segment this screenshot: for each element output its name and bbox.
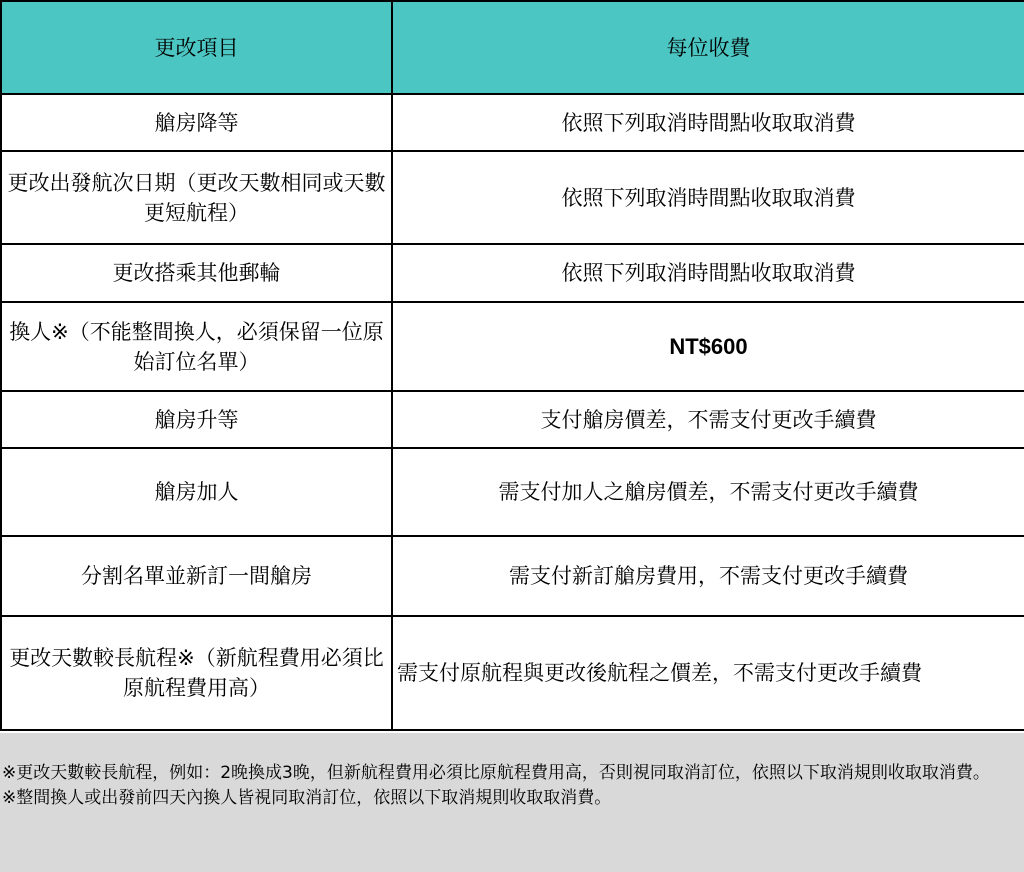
fee-cell: 依照下列取消時間點收取取消費 [392,151,1024,244]
table-header-row [1,1,1024,94]
change-item-cell: 更改天數較長航程※（新航程費用必須比原航程費用高） [1,616,392,730]
header-change-item: 更改項目 [1,1,392,94]
table-row [1,616,1024,730]
notes-box [0,733,1024,872]
note-change-person: ※整間換人或出發前四天內換人皆視同取消訂位，依照以下取消規則收取取消費。 [2,788,612,808]
note-long-itinerary: ※更改天數較長航程，例如：2晚換成3晚，但新航程費用必須比原航程費用高，否則視同取消訂位，依照以下取消規則收取取消費。 [2,763,990,783]
change-item-cell: 艙房升等 [1,391,392,448]
change-item-cell: 分割名單並新訂一間艙房 [1,536,392,616]
change-item-cell: 換人※（不能整間換人，必須保留一位原始訂位名單） [1,302,392,391]
table-row [1,448,1024,536]
change-item-cell: 艙房降等 [1,94,392,151]
fee-cell: 需支付加人之艙房價差，不需支付更改手續費 [392,448,1024,536]
header-fee-per-person: 每位收費 [392,1,1024,94]
fee-cell: 需支付原航程與更改後航程之價差，不需支付更改手續費 [392,616,1024,730]
fee-cell: 依照下列取消時間點收取取消費 [392,94,1024,151]
table-row [1,391,1024,448]
fee-cell: NT$600 [392,302,1024,391]
change-item-cell: 艙房加人 [1,448,392,536]
table-row [1,536,1024,616]
table-row [1,244,1024,302]
table-row [1,302,1024,391]
fee-cell: 需支付新訂艙房費用，不需支付更改手續費 [392,536,1024,616]
change-item-cell: 更改搭乘其他郵輪 [1,244,392,302]
table-row [1,151,1024,244]
fee-cell: 依照下列取消時間點收取取消費 [392,244,1024,302]
change-item-cell: 更改出發航次日期（更改天數相同或天數更短航程） [1,151,392,244]
fee-cell: 支付艙房價差，不需支付更改手續費 [392,391,1024,448]
table-row [1,94,1024,151]
